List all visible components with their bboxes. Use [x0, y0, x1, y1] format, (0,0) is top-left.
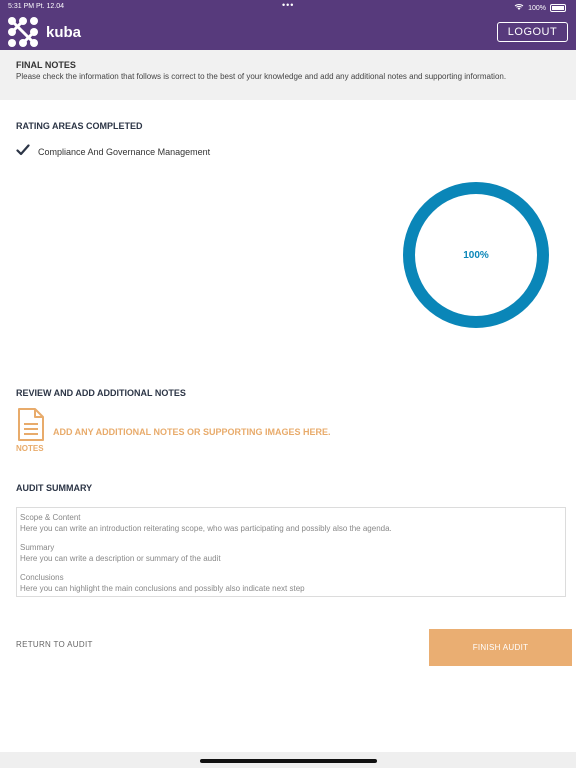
brand-name: kuba — [46, 24, 82, 41]
summary-heading: Summary — [20, 543, 55, 552]
kuba-logo-icon — [4, 14, 42, 50]
home-indicator[interactable] — [200, 759, 377, 763]
summary-text: Here you can write an introduction reiterating scope, who was participating and possibly also the agenda. — [20, 524, 392, 533]
audit-summary-textarea[interactable] — [16, 507, 566, 597]
summary-text: Here you can highlight the main conclusions and possibly also indicate next step — [20, 584, 305, 593]
summary-text: Here you can write a description or summary of the audit — [20, 554, 221, 563]
notes-label[interactable]: NOTES — [16, 444, 44, 453]
rating-area-item — [16, 143, 210, 161]
checkmark-icon — [16, 143, 30, 161]
summary-heading: Scope & Content — [20, 513, 81, 522]
summary-heading: Conclusions — [20, 573, 64, 582]
return-to-audit-link[interactable]: RETURN TO AUDIT — [16, 640, 93, 649]
status-time: 5:31 PM Pt. 12.04 — [8, 3, 65, 10]
summary-block-scope — [20, 512, 562, 534]
rating-area-label: Compliance And Governance Management — [38, 147, 211, 157]
summary-block-conclusions — [20, 572, 562, 594]
audit-summary-title: AUDIT SUMMARY — [16, 483, 93, 493]
completion-ring — [401, 180, 551, 330]
final-notes-section — [0, 50, 576, 100]
battery-status — [514, 3, 566, 13]
logout-button[interactable]: LOGOUT — [497, 22, 568, 42]
app-header — [0, 0, 576, 50]
wifi-icon — [514, 3, 524, 13]
multitask-dots[interactable]: ••• — [282, 0, 295, 10]
completion-percent: 100% — [463, 250, 489, 261]
review-notes-title: REVIEW AND ADD ADDITIONAL NOTES — [16, 388, 186, 398]
add-notes-link[interactable]: ADD ANY ADDITIONAL NOTES OR SUPPORTING IMAGES HERE. — [53, 427, 331, 437]
rating-areas-title: RATING AREAS COMPLETED — [16, 121, 143, 131]
final-notes-title: FINAL NOTES — [16, 60, 76, 70]
battery-percent: 100% — [528, 4, 546, 12]
finish-audit-button[interactable]: FINISH AUDIT — [429, 629, 572, 666]
status-bar — [0, 0, 576, 14]
battery-icon — [550, 4, 566, 12]
document-icon[interactable] — [16, 407, 46, 443]
summary-block-summary — [20, 542, 562, 564]
final-notes-description: Please check the information that follows is correct to the best of your knowledge and add any additional notes and supporting information. — [16, 72, 507, 81]
